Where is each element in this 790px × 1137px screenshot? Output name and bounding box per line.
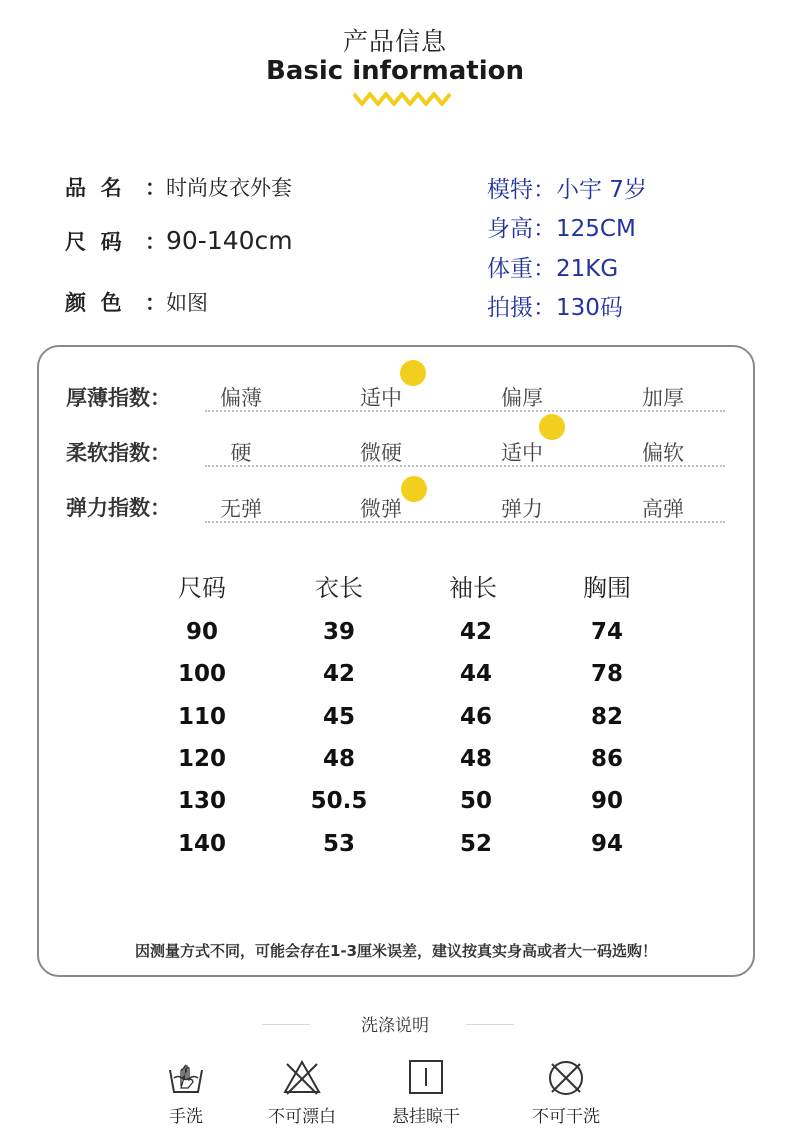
softness-index-label: 柔软指数： (66, 441, 171, 465)
table-header-size: 尺码 (178, 574, 226, 602)
softness-option: 微硬 (360, 441, 402, 465)
model-name: 模特：小宇 7岁 (487, 177, 647, 203)
colon: ： (145, 230, 166, 254)
color-value: 如图 (166, 291, 208, 315)
colon: ： (145, 291, 166, 315)
softness-option: 偏软 (642, 441, 684, 465)
table-cell: 50.5 (310, 788, 368, 814)
table-cell: 52 (459, 831, 492, 857)
product-name-value: 时尚皮衣外套 (166, 176, 292, 200)
table-header-chest: 胸围 (583, 574, 631, 602)
elasticity-option: 弹力 (501, 497, 543, 521)
zigzag-decoration-icon (353, 92, 451, 106)
product-name-label: 品 名 (65, 176, 122, 200)
table-cell: 74 (590, 619, 623, 645)
color-row (65, 287, 208, 317)
care-title: 洗涤说明 (361, 1016, 429, 1036)
table-cell: 53 (322, 831, 355, 857)
care-label-no-dry-clean: 不可干洗 (532, 1107, 600, 1127)
table-cell: 94 (590, 831, 623, 857)
size-range-row (65, 226, 293, 256)
care-label-no-bleach: 不可漂白 (268, 1107, 336, 1127)
thickness-option: 偏薄 (220, 386, 262, 410)
table-cell: 44 (459, 661, 492, 687)
table-cell: 110 (177, 704, 226, 730)
table-cell: 100 (177, 661, 226, 687)
care-label-hand-wash: 手洗 (169, 1107, 203, 1127)
section-title-cn: 产品信息 (342, 27, 447, 56)
thickness-selected-marker (400, 360, 426, 386)
table-cell: 82 (590, 704, 623, 730)
colon: ： (145, 176, 166, 200)
table-cell: 86 (590, 746, 623, 772)
softness-option: 硬 (230, 441, 252, 465)
elasticity-option: 无弹 (220, 497, 262, 521)
color-label: 颜 色 (65, 291, 122, 315)
table-cell: 78 (590, 661, 623, 687)
table-cell: 50 (459, 788, 492, 814)
elasticity-selected-marker (401, 476, 427, 502)
hand-wash-icon (166, 1058, 206, 1098)
table-header-length: 衣长 (315, 574, 363, 602)
elasticity-option: 高弹 (642, 497, 684, 521)
measurement-note: 因测量方式不同，可能会存在1-3厘米误差，建议按真实身高或者大一码选购！ (134, 942, 658, 960)
table-cell: 120 (177, 746, 226, 772)
size-range-label: 尺 码 (65, 230, 122, 254)
table-cell: 140 (177, 831, 226, 857)
table-cell: 45 (322, 704, 355, 730)
thickness-index-label: 厚薄指数： (66, 386, 171, 410)
table-cell: 48 (459, 746, 492, 772)
thickness-option: 加厚 (642, 386, 684, 410)
softness-selected-marker (539, 414, 565, 440)
product-name-row (65, 172, 292, 202)
table-cell: 130 (177, 788, 226, 814)
table-cell: 90 (185, 619, 218, 645)
table-cell: 42 (459, 619, 492, 645)
no-dry-clean-icon (546, 1058, 586, 1098)
no-bleach-icon (282, 1058, 322, 1098)
divider (205, 410, 725, 412)
elasticity-index-label: 弹力指数： (66, 496, 171, 520)
model-height: 身高：125CM (487, 216, 636, 242)
divider (205, 465, 725, 467)
thickness-option: 偏厚 (501, 386, 543, 410)
table-cell: 39 (322, 619, 355, 645)
table-cell: 48 (322, 746, 355, 772)
divider (205, 521, 725, 523)
size-range-value: 90-140cm (166, 226, 293, 255)
thickness-option-selected: 适中 (360, 386, 402, 410)
care-label-hang-dry: 悬挂晾干 (392, 1107, 460, 1127)
softness-option-selected: 适中 (501, 441, 543, 465)
table-header-sleeve: 袖长 (449, 574, 497, 602)
divider (466, 1024, 514, 1025)
table-cell: 42 (322, 661, 355, 687)
model-shoot-size: 拍摄：130码 (487, 295, 623, 321)
hang-dry-icon (406, 1058, 446, 1098)
table-cell: 90 (590, 788, 623, 814)
section-title-en: Basic information (266, 56, 524, 86)
elasticity-option-selected: 微弹 (360, 497, 402, 521)
model-weight: 体重：21KG (487, 256, 619, 282)
table-cell: 46 (459, 704, 492, 730)
